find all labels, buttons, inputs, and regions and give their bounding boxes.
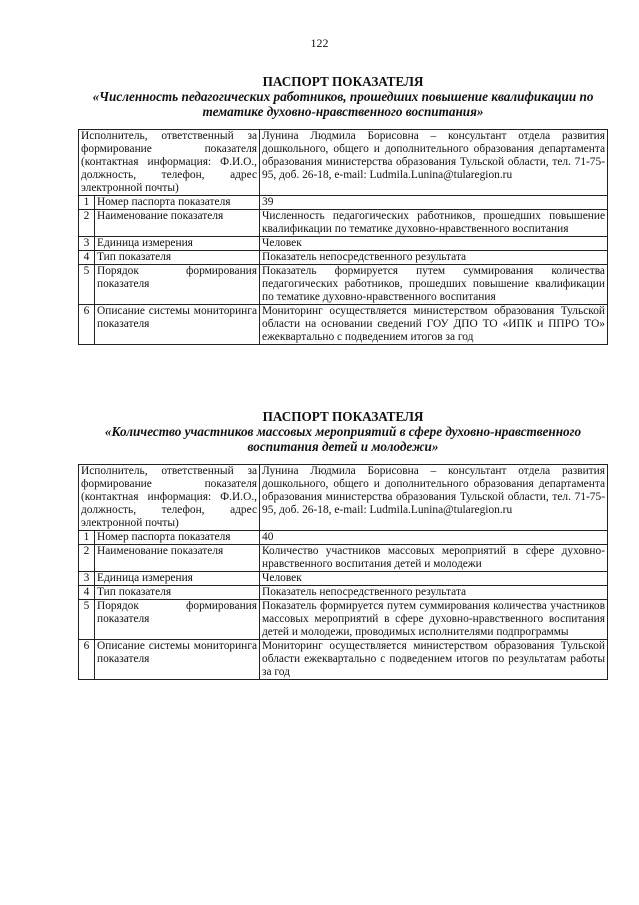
row-number: 6 (79, 640, 95, 680)
table-row (79, 237, 608, 251)
table-row (79, 586, 608, 600)
row-number: 4 (79, 586, 95, 600)
row-label: Номер паспорта показателя (95, 196, 260, 210)
row-value: Показатель формируется путем суммирования количества участников массовых мероприятий в сфере духовно-нравственного воспитания детей и молодежи, проводимых исполнителями подпрограммы (260, 600, 608, 640)
row-value: 40 (260, 531, 608, 545)
table-row (79, 305, 608, 345)
row-number: 5 (79, 265, 95, 305)
passport-heading: ПАСПОРТ ПОКАЗАТЕЛЯ (262, 409, 424, 424)
row-number: 1 (79, 531, 95, 545)
table-row (79, 130, 608, 196)
row-label: Тип показателя (95, 586, 260, 600)
row-label: Описание системы мониторинга показателя (95, 305, 260, 345)
table-row (79, 545, 608, 572)
row-label: Наименование показателя (95, 545, 260, 572)
row-value: Показатель формируется путем суммирования количества педагогических работников, прошедших повышение квалификации по тематике духовно-нравственного воспитания (260, 265, 608, 305)
passport-title (78, 409, 608, 454)
row-number: 2 (79, 545, 95, 572)
row-value: Человек (260, 237, 608, 251)
row-label: Порядок формирования показателя (95, 265, 260, 305)
row-label: Порядок формирования показателя (95, 600, 260, 640)
table-row (79, 572, 608, 586)
row-label: Наименование показателя (95, 210, 260, 237)
row-label: Описание системы мониторинга показателя (95, 640, 260, 680)
table-row (79, 640, 608, 680)
page-number: 122 (310, 36, 329, 50)
row-number: 5 (79, 600, 95, 640)
row-label: Номер паспорта показателя (95, 531, 260, 545)
table-row (79, 531, 608, 545)
table-row (79, 210, 608, 237)
table-row (79, 465, 608, 531)
table-row (79, 600, 608, 640)
table-row (79, 251, 608, 265)
row-number: 1 (79, 196, 95, 210)
row-value: Человек (260, 572, 608, 586)
passport-table (78, 129, 608, 345)
row-label: Единица измерения (95, 237, 260, 251)
indicator-passport-2 (78, 409, 608, 680)
row-value: Показатель непосредственного результата (260, 251, 608, 265)
executor-value: Лунина Людмила Борисовна – консультант отдела развития дошкольного, общего и дополнительного образования департамента образования министерства образования Тульской области, тел. 71-75-95, доб. 26-18, e-mail: Ludmila.Lunina@tularegion.ru (260, 130, 608, 196)
row-value: 39 (260, 196, 608, 210)
row-number: 6 (79, 305, 95, 345)
table-row (79, 265, 608, 305)
row-number: 2 (79, 210, 95, 237)
executor-label: Исполнитель, ответственный за формирование показателя (контактная информация: Ф.И.О., должность, телефон, адрес электронной почты) (79, 130, 260, 196)
row-number: 4 (79, 251, 95, 265)
table-row (79, 196, 608, 210)
row-value: Количество участников массовых мероприятий в сфере духовно-нравственного воспитания детей и молодежи (260, 545, 608, 572)
indicator-passport-1 (78, 74, 608, 345)
row-value: Мониторинг осуществляется министерством образования Тульской области на основании сведений ГОУ ДПО ТО «ИПК и ППРО ТО» ежеквартально с подведением итогов за год (260, 305, 608, 345)
passport-heading: ПАСПОРТ ПОКАЗАТЕЛЯ (262, 74, 424, 89)
row-label: Тип показателя (95, 251, 260, 265)
executor-label: Исполнитель, ответственный за формирование показателя (контактная информация: Ф.И.О., должность, телефон, адрес электронной почты) (79, 465, 260, 531)
row-label: Единица измерения (95, 572, 260, 586)
passport-title (78, 74, 608, 119)
passport-table (78, 464, 608, 680)
executor-value: Лунина Людмила Борисовна – консультант отдела развития дошкольного, общего и дополнительного образования департамента образования министерства образования Тульской области, тел. 71-75-95, доб. 26-18, e-mail: Ludmila.Lunina@tularegion.ru (260, 465, 608, 531)
row-value: Показатель непосредственного результата (260, 586, 608, 600)
row-number: 3 (79, 572, 95, 586)
indicator-name-heading: «Численность педагогических работников, прошедших повышение квалификации по тематике духовно-нравственного воспитания» (92, 89, 594, 119)
row-number: 3 (79, 237, 95, 251)
indicator-name-heading: «Количество участников массовых мероприятий в сфере духовно-нравственного воспитания детей и молодежи» (104, 424, 582, 454)
row-value: Численность педагогических работников, прошедших повышение квалификации по тематике духовно-нравственного воспитания (260, 210, 608, 237)
row-value: Мониторинг осуществляется министерством образования Тульской области ежеквартально с подведением итогов по результатам работы за год (260, 640, 608, 680)
